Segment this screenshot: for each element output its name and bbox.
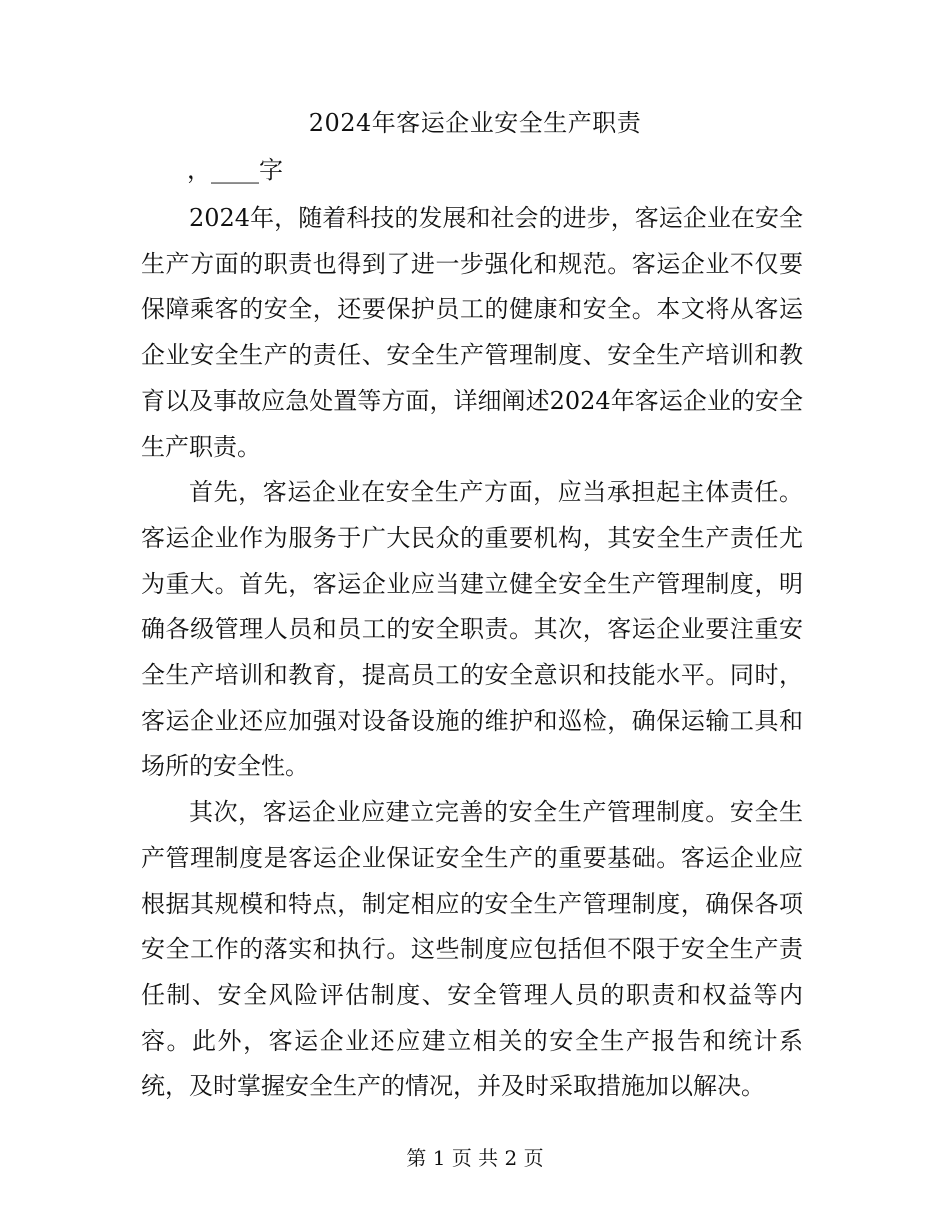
word-count-line: ，____字 [187,156,283,184]
paragraph-intro: 2024年，随着科技的发展和社会的进步，客运企业在安全生产方面的职责也得到了进一步强化和规范。客运企业不仅要保障乘客的安全，还要保护员工的健康和安全。本文将从客运企业安全生产的责任、安全生产管理制度、安全生产培训和教育以及事故应急处置等方面，详细阐述2024年客运企业的安全生产职责。 [141,204,803,461]
document-title: 2024年客运企业安全生产职责 [308,109,642,137]
paragraph-management-system: 其次，客运企业应建立完善的安全生产管理制度。安全生产管理制度是客运企业保证安全生产的重要基础。客运企业应根据其规模和特点，制定相应的安全生产管理制度，确保各项安全工作的落实和执行。这些制度应包括但不限于安全生产责任制、安全风险评估制度、安全管理人员的职责和权益等内容。此外，客运企业还应建立相关的安全生产报告和统计系统，及时掌握安全生产的情况，并及时采取措施加以解决。 [141,798,803,1101]
page-footer: 第 1 页 共 2 页 [406,1146,544,1170]
document-body [141,196,803,1110]
paragraph-responsibility: 首先，客运企业在安全生产方面，应当承担起主体责任。客运企业作为服务于广大民众的重要机构，其安全生产责任尤为重大。首先，客运企业应当建立健全安全生产管理制度，明确各级管理人员和员工的安全职责。其次，客运企业要注重安全生产培训和教育，提高员工的安全意识和技能水平。同时，客运企业还应加强对设备设施的维护和巡检，确保运输工具和场所的安全性。 [141,478,803,781]
